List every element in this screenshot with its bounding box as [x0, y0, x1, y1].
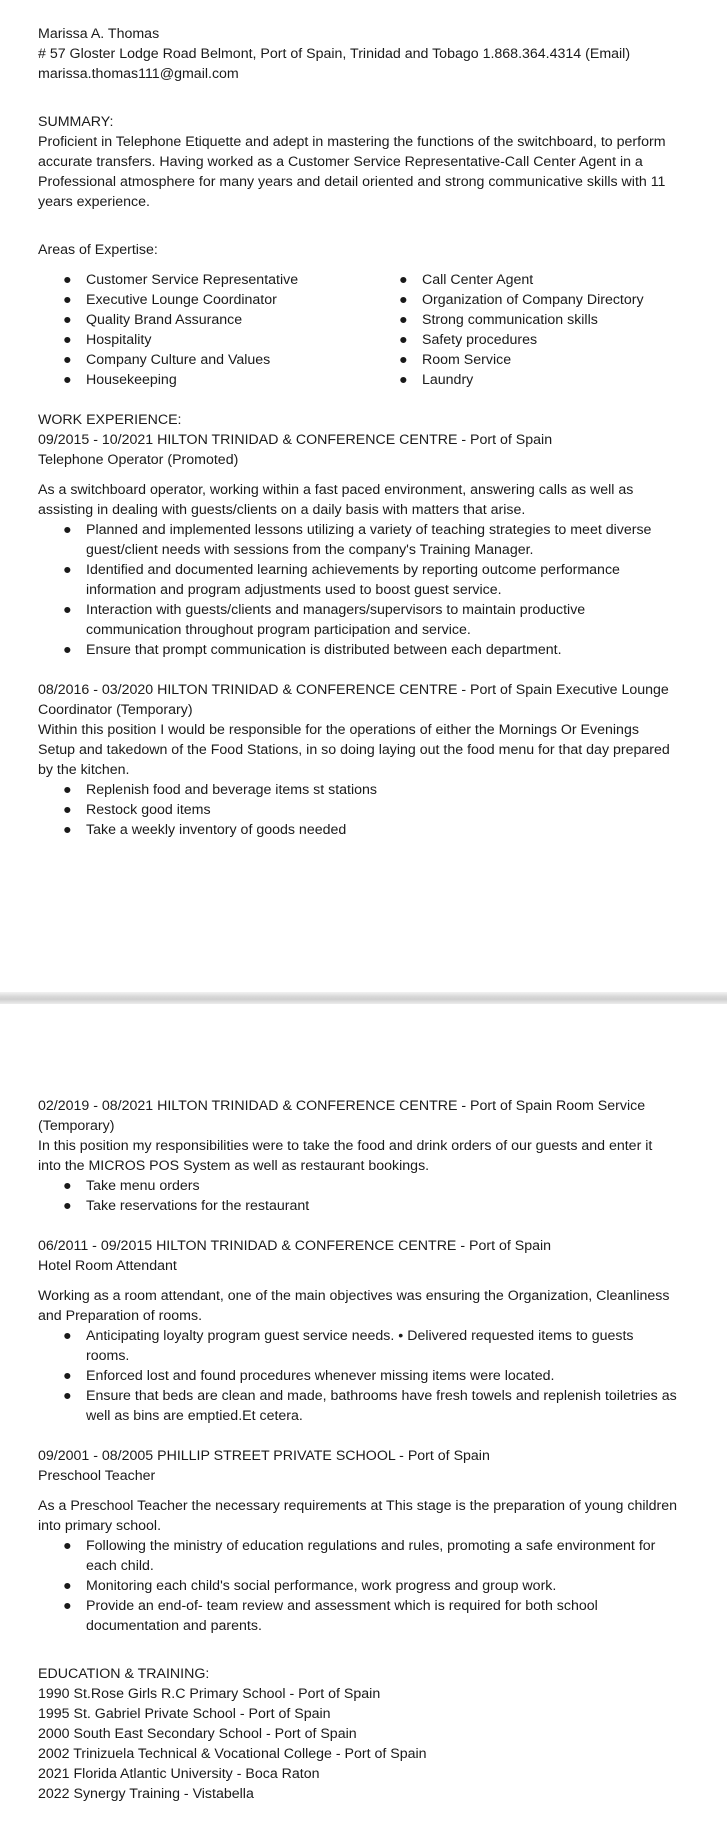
list-item: ● Ensure that beds are clean and made, bathrooms have fresh towels and replenish toiletries as well as bins are emptied.Et cetera. — [63, 1388, 677, 1424]
job-5-title: Preschool Teacher — [38, 1468, 156, 1484]
list-item: ● Interaction with guests/clients and managers/supervisors to maintain productive communication throughout program participation and service. — [63, 602, 586, 638]
list-item: ● Identified and documented learning achievements by reporting outcome performance information and program adjustments used to boost guest service. — [63, 562, 620, 598]
list-item: ● Strong communication skills — [399, 312, 598, 328]
list-item: ● Planned and implemented lessons utilizing a variety of teaching strategies to meet diverse guest/client needs with sessions from the company's Training Manager. — [63, 522, 652, 558]
list-item: ● Replenish food and beverage items st stations — [63, 782, 378, 798]
expertise-list — [38, 270, 678, 390]
job-3-bullets — [38, 1176, 678, 1216]
education-item: 1995 St. Gabriel Private School - Port of Spain — [38, 1706, 331, 1722]
list-item: ● Quality Brand Assurance — [63, 312, 243, 328]
page-1-content — [38, 24, 678, 840]
list-item: ● Following the ministry of education regulations and rules, promoting a safe environment for each child. — [63, 1538, 656, 1574]
job-2-description: Within this position I would be responsible for the operations of either the Mornings Or Evenings Setup and takedown of the Food Stations, in so doing laying out the food menu for that day prepared by the kitchen. — [38, 722, 670, 778]
education-item: 2002 Trinizuela Technical & Vocational College - Port of Spain — [38, 1746, 427, 1762]
job-1-title: Telephone Operator (Promoted) — [38, 452, 239, 468]
contact-email: marissa.thomas111@gmail.com — [38, 66, 239, 82]
work-heading: WORK EXPERIENCE: — [38, 412, 182, 428]
job-1-bullets — [38, 520, 678, 660]
job-3-description: In this position my responsibilities were to take the food and drink orders of our guests and enter it into the MICROS POS System as well as restaurant bookings. — [38, 1138, 653, 1174]
list-item: ● Restock good items — [63, 802, 211, 818]
job-1-dates-employer: 09/2015 - 10/2021 HILTON TRINIDAD & CONFERENCE CENTRE - Port of Spain — [38, 432, 553, 448]
list-item: ● Executive Lounge Coordinator — [63, 292, 277, 308]
list-item: ● Take a weekly inventory of goods needed — [63, 822, 347, 838]
list-item: ● Housekeeping — [63, 372, 177, 388]
education-heading: EDUCATION & TRAINING: — [38, 1666, 210, 1682]
list-item: ● Take reservations for the restaurant — [63, 1198, 310, 1214]
page-2-content — [38, 1096, 678, 1804]
summary-heading: SUMMARY: — [38, 114, 114, 130]
contact-address: # 57 Gloster Lodge Road Belmont, Port of Spain, Trinidad and Tobago 1.868.364.4314 (Email) — [38, 46, 631, 62]
job-4-bullets — [38, 1326, 678, 1426]
job-5-bullets — [38, 1536, 678, 1636]
expertise-left-column — [38, 270, 374, 390]
job-5-description: As a Preschool Teacher the necessary requirements at This stage is the preparation of young children into primary school. — [38, 1498, 678, 1534]
list-item: ● Hospitality — [63, 332, 152, 348]
list-item: ● Anticipating loyalty program guest service needs. • Delivered requested items to guests rooms. — [63, 1328, 634, 1364]
education-item: 2022 Synergy Training - Vistabella — [38, 1786, 254, 1802]
list-item: ● Customer Service Representative — [63, 272, 299, 288]
job-3-title: 02/2019 - 08/2021 HILTON TRINIDAD & CONFERENCE CENTRE - Port of Spain Room Service (Temporary) — [38, 1098, 646, 1134]
job-2-title: 08/2016 - 03/2020 HILTON TRINIDAD & CONFERENCE CENTRE - Port of Spain Executive Lounge Coordinator (Temporary) — [38, 682, 669, 718]
expertise-heading: Areas of Expertise: — [38, 242, 158, 258]
job-4-description: Working as a room attendant, one of the main objectives was ensuring the Organization, Cleanliness and Preparation of rooms. — [38, 1288, 670, 1324]
list-item: ● Provide an end-of- team review and assessment which is required for both school documentation and parents. — [63, 1598, 598, 1634]
list-item: ● Company Culture and Values — [63, 352, 271, 368]
summary-text: Proficient in Telephone Etiquette and adept in mastering the functions of the switchboard, to perform accurate transfers. Having worked as a Customer Service Representative-Call Center Agent in a Professional atmosphere for many years and detail oriented and strong communicative skills with 11 years experience. — [38, 134, 666, 210]
job-4-title: Hotel Room Attendant — [38, 1258, 177, 1274]
expertise-right-column — [374, 270, 674, 390]
education-item: 2000 South East Secondary School - Port of Spain — [38, 1726, 357, 1742]
list-item: ● Laundry — [399, 372, 474, 388]
list-item: ● Monitoring each child's social performance, work progress and group work. — [63, 1578, 557, 1594]
list-item: ● Organization of Company Directory — [399, 292, 644, 308]
list-item: ● Call Center Agent — [399, 272, 534, 288]
job-5-dates-employer: 09/2001 - 08/2005 PHILLIP STREET PRIVATE SCHOOL - Port of Spain — [38, 1448, 490, 1464]
list-item: ● Enforced lost and found procedures whenever missing items were located. — [63, 1368, 555, 1384]
list-item: ● Safety procedures — [399, 332, 538, 348]
education-item: 1990 St.Rose Girls R.C Primary School - Port of Spain — [38, 1686, 381, 1702]
list-item: ● Ensure that prompt communication is distributed between each department. — [63, 642, 562, 658]
job-2-bullets — [38, 780, 678, 840]
candidate-name: Marissa A. Thomas — [38, 26, 160, 42]
education-item: 2021 Florida Atlantic University - Boca Raton — [38, 1766, 320, 1782]
list-item: ● Take menu orders — [63, 1178, 200, 1194]
job-4-dates-employer: 06/2011 - 09/2015 HILTON TRINIDAD & CONFERENCE CENTRE - Port of Spain — [38, 1238, 552, 1254]
page-break-divider — [0, 992, 727, 1004]
list-item: ● Room Service — [399, 352, 512, 368]
job-1-description: As a switchboard operator, working within a fast paced environment, answering calls as well as assisting in dealing with guests/clients on a daily basis with matters that arise. — [38, 482, 634, 518]
